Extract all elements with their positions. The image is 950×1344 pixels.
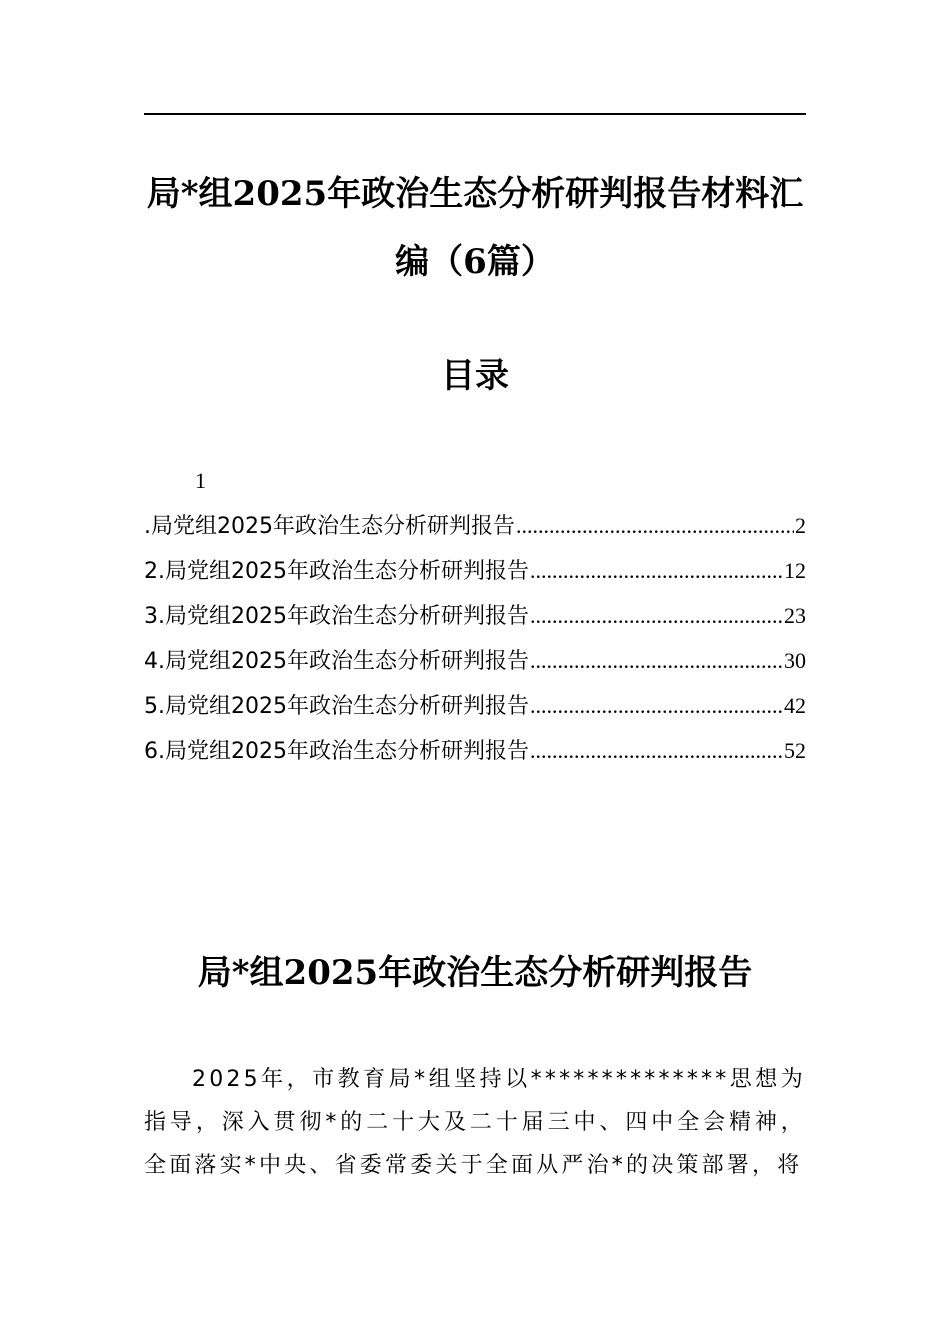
toc-entry-page: 23 xyxy=(784,603,806,628)
toc-entry-1[interactable] xyxy=(144,508,806,553)
toc-entry-label: 3.局党组2025年政治生态分析研判报告 xyxy=(144,604,529,629)
toc-leader-dots xyxy=(516,508,794,544)
toc-entry-2[interactable] xyxy=(144,553,806,598)
toc-entry-page: 12 xyxy=(784,558,806,583)
toc-leader-dots xyxy=(530,733,783,769)
toc-entry-page: 52 xyxy=(784,738,806,763)
toc-entry-label: 2.局党组2025年政治生态分析研判报告 xyxy=(144,559,529,584)
toc-entry-label: 6.局党组2025年政治生态分析研判报告 xyxy=(144,739,529,764)
section-title: 局*组2025年政治生态分析研判报告 xyxy=(197,953,753,993)
body-paragraph: 2025年，市教育局*组坚持以**************思想为指导，深入贯彻*的二十大及二十届三中、四中全会精神，全面落实*中央、省委常委关于全面从严治*的决策部署，将 xyxy=(144,1067,806,1178)
toc-entry-page: 2 xyxy=(795,513,806,538)
toc-entry-4[interactable] xyxy=(144,643,806,688)
document-title: 局*组2025年政治生态分析研判报告材料汇编（6篇） xyxy=(146,174,804,282)
toc-entry-3[interactable] xyxy=(144,598,806,643)
toc-entry-label: .局党组2025年政治生态分析研判报告 xyxy=(144,514,515,539)
toc-entry-label: 4.局党组2025年政治生态分析研判报告 xyxy=(144,649,529,674)
toc-entry-label: 5.局党组2025年政治生态分析研判报告 xyxy=(144,694,529,719)
toc-heading: 目录 xyxy=(441,356,509,396)
toc-leader-dots xyxy=(530,553,783,589)
toc-entry-5[interactable] xyxy=(144,688,806,733)
toc-first-number: 1 xyxy=(195,468,206,493)
top-rule xyxy=(144,113,806,115)
toc-entry-page: 30 xyxy=(784,648,806,673)
toc-leader-dots xyxy=(530,643,783,679)
table-of-contents xyxy=(144,508,806,778)
toc-leader-dots xyxy=(530,598,783,634)
toc-leader-dots xyxy=(530,688,783,724)
toc-entry-page: 42 xyxy=(784,693,806,718)
toc-entry-6[interactable] xyxy=(144,733,806,778)
